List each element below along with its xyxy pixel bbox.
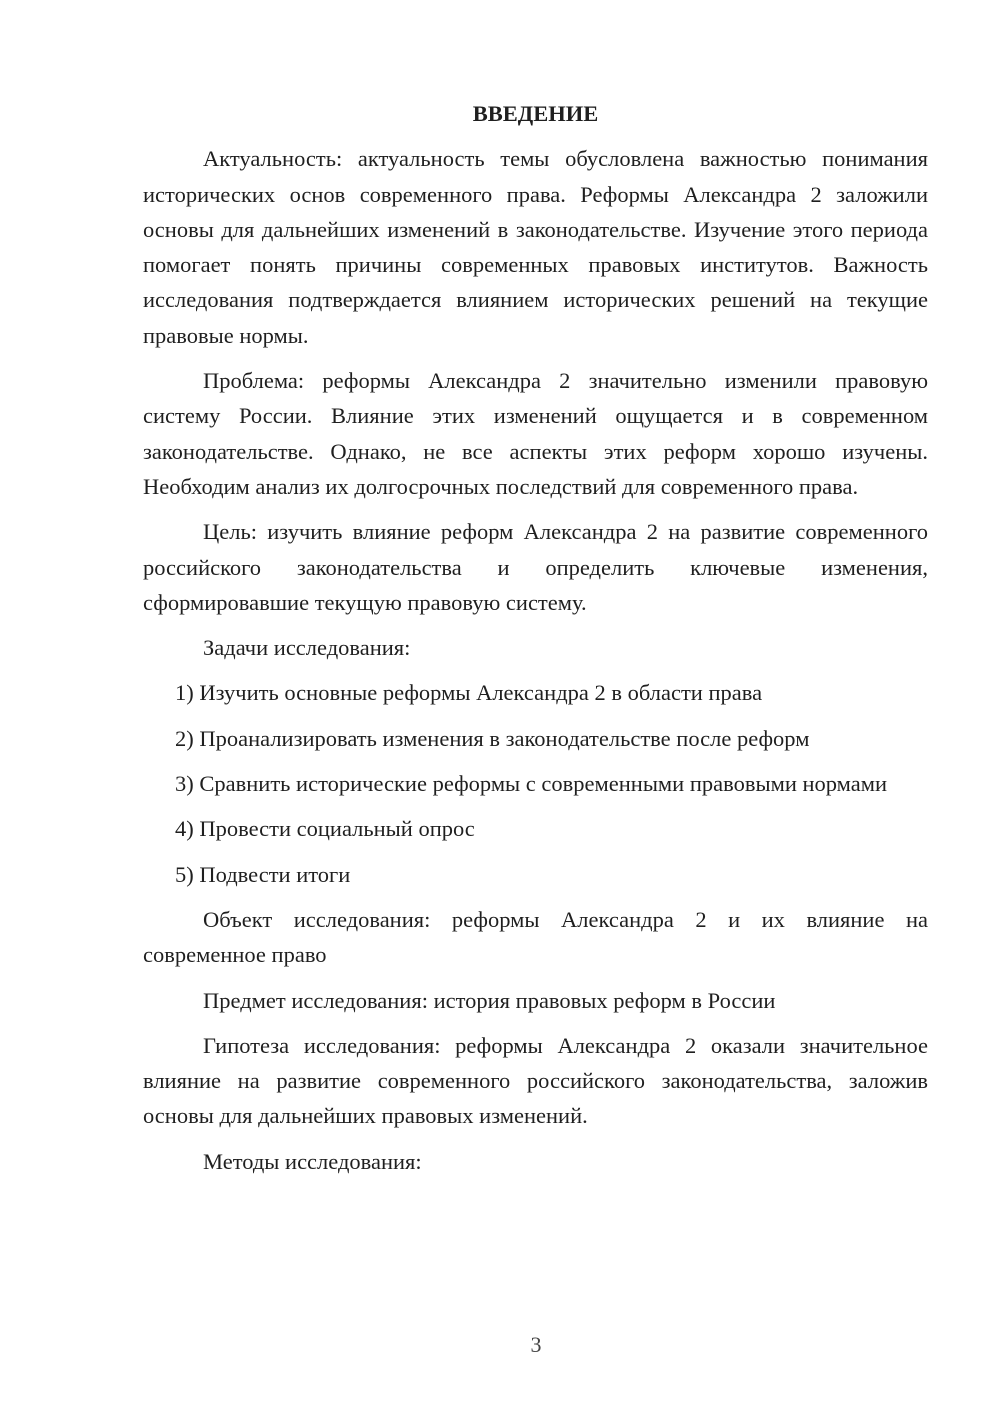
page-content [143, 96, 928, 1189]
methods-heading: Методы исследования: [203, 1148, 422, 1174]
page-title: ВВЕДЕНИЕ [472, 101, 599, 126]
paragraph-actuality: Актуальность: актуальность темы обусловлена важностью понимания исторических основ современного права. Реформы Александра 2 заложили основы для дальнейших изменений в законодательстве. Изучение этого периода помогает понять причины современных правовых институтов. Важность исследования подтверждается влиянием исторических решений на текущие правовые нормы. [143, 146, 928, 348]
task-item-2: 2) Проанализировать изменения в законодательстве после реформ [175, 725, 810, 751]
paragraph-hypothesis: Гипотеза исследования: реформы Александра 2 оказали значительное влияние на развитие современного российского законодательства, заложив основы для дальнейших правовых изменений. [143, 1032, 928, 1129]
paragraph-object: Объект исследования: реформы Александра 2 и их влияние на современное право [143, 906, 928, 968]
task-item-4: 4) Провести социальный опрос [175, 816, 475, 842]
paragraph-subject: Предмет исследования: история правовых реформ в России [203, 987, 776, 1013]
tasks-heading: Задачи исследования: [203, 635, 411, 661]
task-item-5: 5) Подвести итоги [175, 861, 351, 887]
paragraph-problem: Проблема: реформы Александра 2 значительно изменили правовую систему России. Влияние этих изменений ощущается и в современном законодательстве. Однако, не все аспекты этих реформ хорошо изучены. Необходим анализ их долгосрочных последствий для современного права. [143, 368, 928, 499]
page-number: 3 [530, 1332, 542, 1357]
paragraph-goal: Цель: изучить влияние реформ Александра 2 на развитие современного российского законодательства и определить ключевые изменения, сформировавшие текущую правовую систему. [143, 519, 928, 615]
task-item-1: 1) Изучить основные реформы Александра 2 в области права [175, 680, 763, 706]
task-item-3: 3) Сравнить исторические реформы с современными правовыми нормами [175, 771, 888, 797]
